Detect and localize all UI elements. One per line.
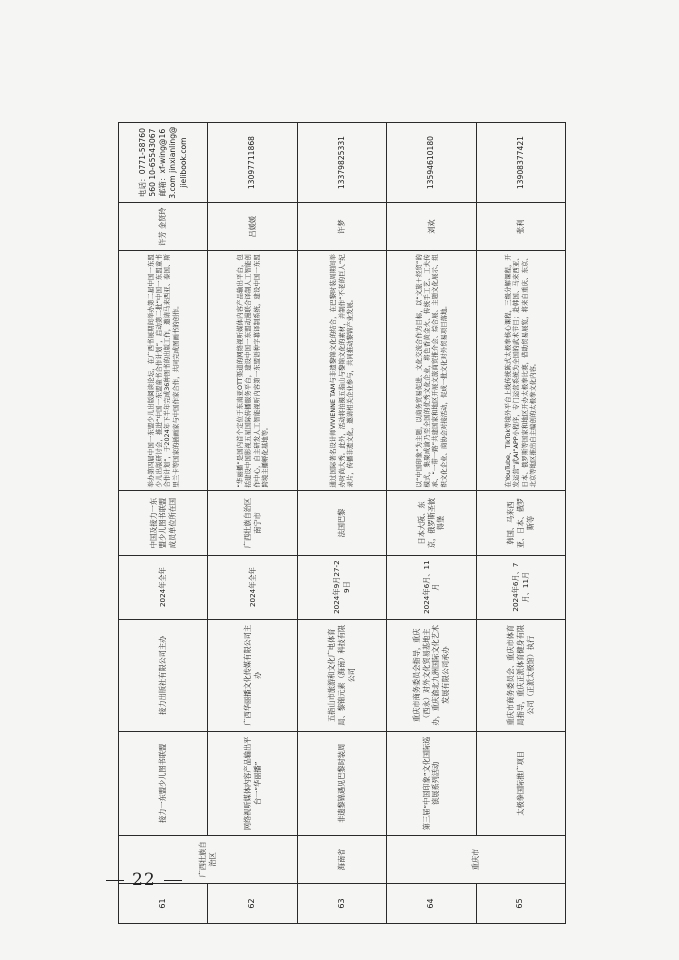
time: 2024年6月、11月 (387, 555, 476, 619)
organizer: 接力出版社有限公司主办 (119, 619, 208, 731)
place: 日本大阪、东京，俄罗斯圣彼得堡 (387, 491, 476, 555)
place: 广西壮族自治区南宁市 (208, 491, 297, 555)
project-name: 太极拳国际推广项目 (476, 731, 565, 835)
project-name: 第三届“中国印象”文化国际巡演展系列活动 (387, 731, 476, 835)
page-number-text: 22 (132, 870, 156, 890)
contact-person: 刘欢 (387, 203, 476, 251)
time: 2024年全年 (208, 555, 297, 619)
row-number: 61 (119, 883, 208, 923)
region-cell: 海南省 (297, 835, 386, 883)
contact-person: 许芳 金贤玲 (119, 203, 208, 251)
description: “华丽播”是国内首个定位于东南亚OTT渠道的网络视听媒体内容产品输出平台，包括建设中国影视五星国际传播服务平台，建设中国一东盟动漫联合译制人工智能创作中心，自主研发人工智能视听内容第一东盟语种字幕译制系统，建设中国一东盟跨境主播孵化基地等。 (208, 251, 297, 491)
time: 2024年全年 (119, 555, 208, 619)
page-dash-left (106, 880, 124, 881)
row-number: 65 (476, 883, 565, 923)
description: 举办第四届中国一东盟少儿出版阅读论坛，在广西书展期间举办第二届中国一东盟少儿出版研讨会，推进“中国一东盟童书合作计划”，启动第二批“中国一东盟童书合作计划”，于2024年下半年完成36种图书的出版工作，邀请马来西亚、泰国、斯里兰卡等国家的插画家与中国作家合作，共同完成图画书的创作。 (119, 251, 208, 491)
region-cell: 广西壮族自治区 (119, 835, 298, 883)
contact-person: 张利 (476, 203, 565, 251)
row-number: 62 (208, 883, 297, 923)
contact-info: 电话：0771-58760560 10-65543067 邮箱：xf-wing@163.com jinxianling@jielibook.com (119, 123, 208, 203)
project-name: 接力一东盟少儿图书联盟 (119, 731, 208, 835)
table-row (387, 123, 476, 924)
project-name: 网络视听媒体内容产品输出平台一“华丽播” (208, 731, 297, 835)
organizer: 五指山市旅游和文化广电体育局、黎锦元素（海南）科技有限公司 (297, 619, 386, 731)
place: 中国及接力一东盟少儿图书联盟成员单位所在国 (119, 491, 208, 555)
contact-info: 13379825331 (297, 123, 386, 203)
description: 以“中国印象”为主题，以商务贸易促进、文化交流合作为目标，以“文旅＋经贸”的模式，集聚成渝乃至全国的优秀文化企业，将色香黄金火、传统手工艺、工夫传承、“一带一路”共建国家和地区开展文旅商贸推介会、综合展、主题文化展示、组织文化企业、商协会对接活动，促成一批文化对外贸易项目落地。 (387, 251, 476, 491)
organizer: 广西华丽播文化传媒有限公司主办 (208, 619, 297, 731)
description: 通过国际著名设计师VIVIENNE TAM与非遗黎锦文化的结合，在巴黎时装周期间举办时尚大秀。此外，活动将拍摄五指山与黎锦文化的素材，并制作“不老的巨人”纪录片，传播非遗文化，邀请相关企业参与，共同推动黎锦产业发展。 (297, 251, 386, 491)
time: 2024年6月、7月、11月 (476, 555, 565, 619)
table-row (297, 123, 386, 924)
time: 2024年9月27-29日 (297, 555, 386, 619)
place: 韩国、马来西亚、日本、俄罗斯等 (476, 491, 565, 555)
table-row (476, 123, 565, 924)
contact-person: 许梦 (297, 203, 386, 251)
row-number: 63 (297, 883, 386, 923)
place: 法国巴黎 (297, 491, 386, 555)
table-row (119, 123, 208, 924)
contact-info: 13097711868 (208, 123, 297, 203)
organizer: 重庆市商务委员会、重庆市体育局指导，重庆正派体育健身有限公司（正派太极馆）执行 (476, 619, 565, 731)
project-name: 非遗黎锦遇见巴黎时装周 (297, 731, 386, 835)
project-table (118, 122, 566, 924)
row-number: 64 (387, 883, 476, 923)
page-dash-right (164, 880, 182, 881)
contact-info: 13908377421 (476, 123, 565, 203)
rotated-table-wrapper (118, 122, 566, 924)
organizer: 重庆市商务委员会指导，重庆（西永）对外文化贸易基地主办，重庆渝北九洲国际文化艺术发展有限公司承办 (387, 619, 476, 731)
contact-info: 13594610180 (387, 123, 476, 203)
region-cell: 重庆市 (387, 835, 566, 883)
contact-person: 吕媛媛 (208, 203, 297, 251)
page-number (98, 870, 190, 890)
description: 在YouTube、TikTok等境外平台上线传统陈式太极拳核心课程，三级分解课程，开发运营“武AI”APP小程序，专门运营系统为全国的武术节目；赴韩国、马来西亚、日本、俄罗斯等国家和地区开办太极拳比赛，借助贸易展览，将来自重庆、东京、北京等地区推出自主编创的太极拳文化内容。 (476, 251, 565, 491)
table-row (208, 123, 297, 924)
